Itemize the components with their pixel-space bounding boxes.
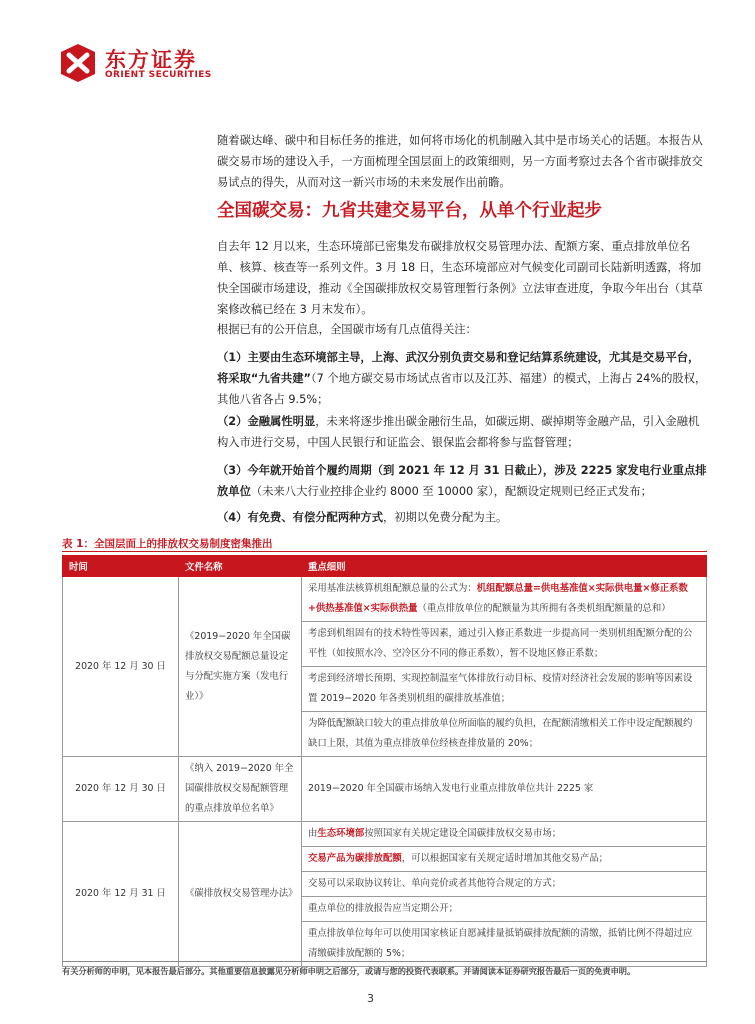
table-row (63, 757, 707, 822)
cell-detail: 交易可以采取协议转让、单向竞价或者其他符合规定的方式； (302, 872, 707, 897)
point-3-bold: （3）今年就开始首个履约周期（到 2021 年 12 月 31 日截止），涉及 2225 家发电行业重点排放单位 (217, 464, 707, 498)
cell-date: 2020 年 12 月 30 日 (63, 757, 179, 822)
point-2 (217, 411, 707, 453)
detail-highlight: 机组配额总量=供电基准值×实际供电量×修正系数+供热基准值×实际供热量 (308, 583, 688, 614)
page-number: 3 (367, 992, 374, 1005)
cell-detail: 为降低配额缺口较大的重点排放单位所面临的履约负担，在配额清缴相关工作中设定配额履约缺口上限，其值为重点排放单位经核查排放量的 20%； (302, 712, 707, 757)
cell-detail: 2019−2020 年全国碳市场纳入发电行业重点排放单位共计 2225 家 (302, 757, 707, 822)
header-date: 时间 (63, 556, 179, 577)
detail-highlight: 生态环境部 (317, 828, 365, 839)
detail-text: ，可以根据国家有关规定适时增加其他交易产品； (401, 853, 609, 864)
table-title-rule (62, 551, 707, 552)
logo-text-en: ORIENT SECURITIES (105, 70, 212, 80)
cell-detail (302, 577, 707, 622)
cell-detail: 重点单位的排放报告应当定期公开； (302, 897, 707, 922)
paragraph-intro-points: 根据已有的公开信息，全国碳市场有几点值得关注： (217, 323, 477, 336)
detail-text: （重点排放单位的配额量为其所拥有各类机组配额量的总和） (417, 603, 671, 614)
detail-text: 由 (308, 828, 318, 839)
cell-detail (302, 822, 707, 847)
policy-table (62, 555, 707, 967)
table-header-row (63, 556, 707, 577)
cell-date: 2020 年 12 月 30 日 (63, 577, 179, 757)
cell-detail (302, 847, 707, 872)
header-document: 文件名称 (179, 556, 302, 577)
cell-detail: 重点排放单位每年可以使用国家核证自愿减排量抵销碳排放配额的清缴，抵销比例不得超过应清缴碳排放配额的 5%； (302, 922, 707, 967)
point-4-text: ，初期以免费分配为主。 (383, 511, 508, 524)
point-1-text: （7 个地方碳交易市场试点省市以及江苏、福建）的模式，上海占 24%的股权，其他八省各占 9.5%； (217, 372, 707, 406)
cell-document: 《碳排放权交易管理办法》 (179, 822, 302, 967)
point-4-bold: （4）有免费、有偿分配两种方式 (217, 511, 384, 524)
section-heading: 全国碳交易：九省共建交易平台，从单个行业起步 (217, 201, 602, 221)
cell-document: 《纳入 2019−2020 年全国碳排放权交易配额管理的重点排放单位名单》 (179, 757, 302, 822)
header-details: 重点细则 (302, 556, 707, 577)
paragraph-background: 自去年 12 月以来，生态环境部已密集发布碳排放权交易管理办法、配额方案、重点排放单位名单、核算、核查等一系列文件。3 月 18 日，生态环境部应对气候变化司副司长陆新明透露，将加快全国碳市场建设，推动《全国碳排放权交易管理暂行条例》立法审查进度，争取今年出台（其草案修改稿已经在 3 月末发布）。 (217, 240, 703, 316)
intro-paragraph: 随着碳达峰、碳中和目标任务的推进，如何将市场化的机制融入其中是市场关心的话题。本报告从碳交易市场的建设入手，一方面梳理全国层面上的政策细则，另一方面考察过去各个省市碳排放交易试点的得失，从而对这一新兴市场的未来发展作出前瞻。 (217, 134, 703, 189)
detail-text: 按照国家有关规定建设全国碳排放权交易市场； (364, 828, 562, 839)
point-2-text: ，未来将逐步推出碳金融衍生品，如碳远期、碳掉期等金融产品，引入金融机构入市进行交易，中国人民银行和证监会、银保监会都将参与监督管理； (217, 415, 700, 449)
table-row (63, 577, 707, 622)
cell-date: 2020 年 12 月 31 日 (63, 822, 179, 967)
point-3-text: （未来八大行业控排企业约 8000 至 10000 家），配额设定规则已经正式发布； (250, 485, 652, 498)
point-3 (217, 460, 707, 502)
detail-text: 采用基准法核算机组配额总量的公式为： (308, 583, 477, 594)
logo-mark-icon (57, 42, 99, 84)
table-title: 表 1：全国层面上的排放权交易制度密集推出 (62, 538, 273, 550)
footer-rule (62, 961, 707, 962)
logo-text-cn: 东方证券 (105, 48, 197, 72)
table-row (63, 822, 707, 847)
point-1-bold: （1）主要由生态环境部主导，上海、武汉分别负责交易和登记结算系统建设，尤其是交易平台，将采取“九省共建” (217, 351, 700, 385)
cell-document: 《2019−2020 年全国碳排放权交易配额总量设定与分配实施方案（发电行业）》 (179, 577, 302, 757)
cell-detail: 考虑到机组固有的技术特性等因素，通过引入修正系数进一步提高同一类别机组配额分配的公平性（如按照水冷、空冷区分不同的修正系数），暂不设地区修正系数； (302, 622, 707, 667)
point-1 (217, 347, 707, 410)
point-4 (217, 507, 707, 528)
footer-disclaimer: 有关分析师的申明，见本报告最后部分。其他重要信息披露见分析师申明之后部分，或请与您的投资代表联系。并请阅读本证券研究报告最后一页的免责申明。 (62, 966, 636, 976)
cell-detail: 考虑到经济增长预期、实现控制温室气体排放行动目标、疫情对经济社会发展的影响等因素设置 2019−2020 年各类别机组的碳排放基准值； (302, 667, 707, 712)
point-2-bold: （2）金融属性明显 (217, 415, 316, 428)
company-logo (57, 42, 217, 84)
detail-highlight: 交易产品为碳排放配额 (308, 853, 402, 864)
